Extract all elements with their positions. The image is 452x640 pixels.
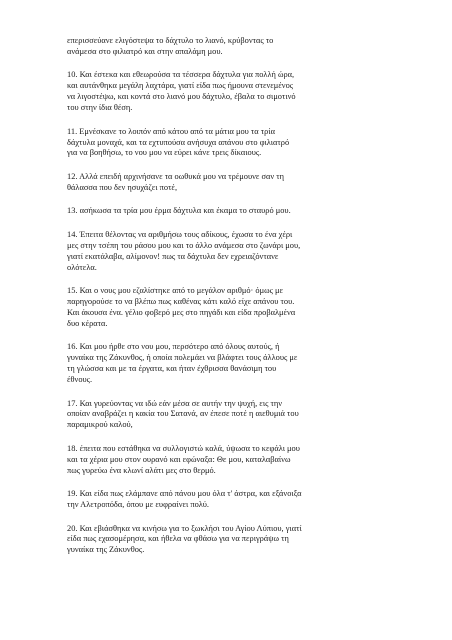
paragraph xyxy=(67,489,397,511)
text-line: Και άκουσα ένα. γέλιο φοβερό μες στο πηγάδι και είδα προβαλμένα xyxy=(67,307,296,317)
text-line: 19. Και είδα πως ελάμπανε από πάνου μου όλα τ' άστρα, και εξάνοιξα xyxy=(67,489,302,499)
paragraph xyxy=(67,70,397,114)
text-line: του στην ίδια θέση. xyxy=(67,103,133,113)
text-line: πως γυρεύω ένα κλωνί αλάτι μες στο θερμό. xyxy=(67,465,216,475)
text-line: την Αλετροπόδα, όπου με ευφραίνει πολύ. xyxy=(67,500,209,510)
text-line: 16. Και μου ήρθε στο νου μου, περσότερο από όλους αυτούς, ή xyxy=(67,342,280,352)
paragraph xyxy=(67,206,397,217)
text-line: 15. Και ο νους μου εζαλίστηκε από το μεγάλον αριθμό· όμως με xyxy=(67,286,284,296)
text-line: να λιγοστέψω, και κοντά στο λιανό μου δάχτυλο, έβαλα το σιμοτινό xyxy=(67,92,296,102)
paragraph xyxy=(67,172,397,194)
paragraph xyxy=(67,399,397,432)
paragraph xyxy=(67,36,397,58)
paragraph xyxy=(67,342,397,386)
text-line: 12. Αλλά επειδή αρχινήσανε τα οωθυκά μου να τρέμουνε σαν τη xyxy=(67,171,285,181)
text-line: γυναίκα της Ζάκυνθος. xyxy=(67,545,145,555)
text-line: 10. Και έστεκα και εθεωρούσα τα τέσσερα δάχτυλα για πολλή ώρα, xyxy=(67,70,295,80)
text-line: θάλασσα που δεν ησυχάζει ποτέ, xyxy=(67,182,178,192)
text-line: παρηγορούσε το να βλέπω πως καθένας κάτι καλό είχε απάνου του. xyxy=(67,296,295,306)
text-line: ανάμεσα στο φιλιατρό και στην απαλάμη μου. xyxy=(67,46,223,56)
paragraph xyxy=(67,230,397,274)
paragraph xyxy=(67,286,397,330)
text-line: 17. Και γυρεύοντας να ιδώ εάν μέσα σε αυτήν την ψυχή, εις την xyxy=(67,398,283,408)
paragraph xyxy=(67,444,397,477)
text-line: και αυτάνθηκα μεγάλη λαχτάρα, γιατί είδα πως ήμουνα στενεμένος xyxy=(67,81,294,91)
text-line: 13. ασήκωσα τα τρία μου έρμα δάχτυλα και έκαμα το σταυρό μου. xyxy=(67,206,291,216)
text-line: για να βοηθήσω, το νου μου να εύρει κάνε τρεις δίκαιους. xyxy=(67,148,262,158)
text-line: 11. Εμνέσκανε το λοιπόν από κάτου από τα μάτια μου τα τρία xyxy=(67,126,275,136)
text-column xyxy=(67,36,397,569)
paragraph xyxy=(67,524,397,557)
text-line: 20. Και εβιάσθηκα να κινήσω για το ξωκλήσι του Αγίου Λύπιου, γιατί xyxy=(67,523,302,533)
text-line: δυο κέρατα. xyxy=(67,318,108,328)
text-line: 18. έπειτα που εστάθηκα να συλλογιστώ καλά, ύψωσα το κεφάλι μου xyxy=(67,443,300,453)
paragraph xyxy=(67,127,397,160)
text-line: και τα χέρια μου στον ουρανό και εφώναξα: Θε μου, καταλαβαίνω xyxy=(67,454,291,464)
text-line: μες στην τσέπη του ράσου μου και το άλλο ανάμεσα στο ζωνάρι μου, xyxy=(67,240,301,250)
text-line: γυναίκα της Ζάκυνθος, ή οποία πολεμάει να βλάφτει τους άλλους με xyxy=(67,353,298,363)
text-line: 14. Έπειτα θέλοντας να αριθμήσω τους αδίκους, έχωσα το ένα χέρι xyxy=(67,229,293,239)
text-line: είδα πως εχασομέρησα, και ήθελα να φθάσω για να περιγράψω τη xyxy=(67,534,289,544)
text-line: επερισσεύανε ελιγόστεψα το δάχτυλο το λιανό, κρύβοντας το xyxy=(67,36,274,45)
text-line: οποίαν αναβράζει η κακία του Σατανά, αν έπεσε ποτέ η αιεθυμιά του xyxy=(67,409,299,419)
text-line: τη γλώσσα και με τα έργατα, και ήταν έχθρισσα θανάσιμη του xyxy=(67,364,277,374)
text-line: έθνους. xyxy=(67,375,93,384)
text-line: παραμικρού καλού, xyxy=(67,420,133,430)
text-line: γιατί εκατάλαβα, αλίμονον! πως τα δάχτυλα δεν εχρειαζόντανε xyxy=(67,251,279,261)
text-line: ολότελα. xyxy=(67,262,97,272)
text-line: δάχτυλα μοναχά, και τα εχτυπούσα ανήσυχα απάνου στο φιλιατρό xyxy=(67,137,290,147)
